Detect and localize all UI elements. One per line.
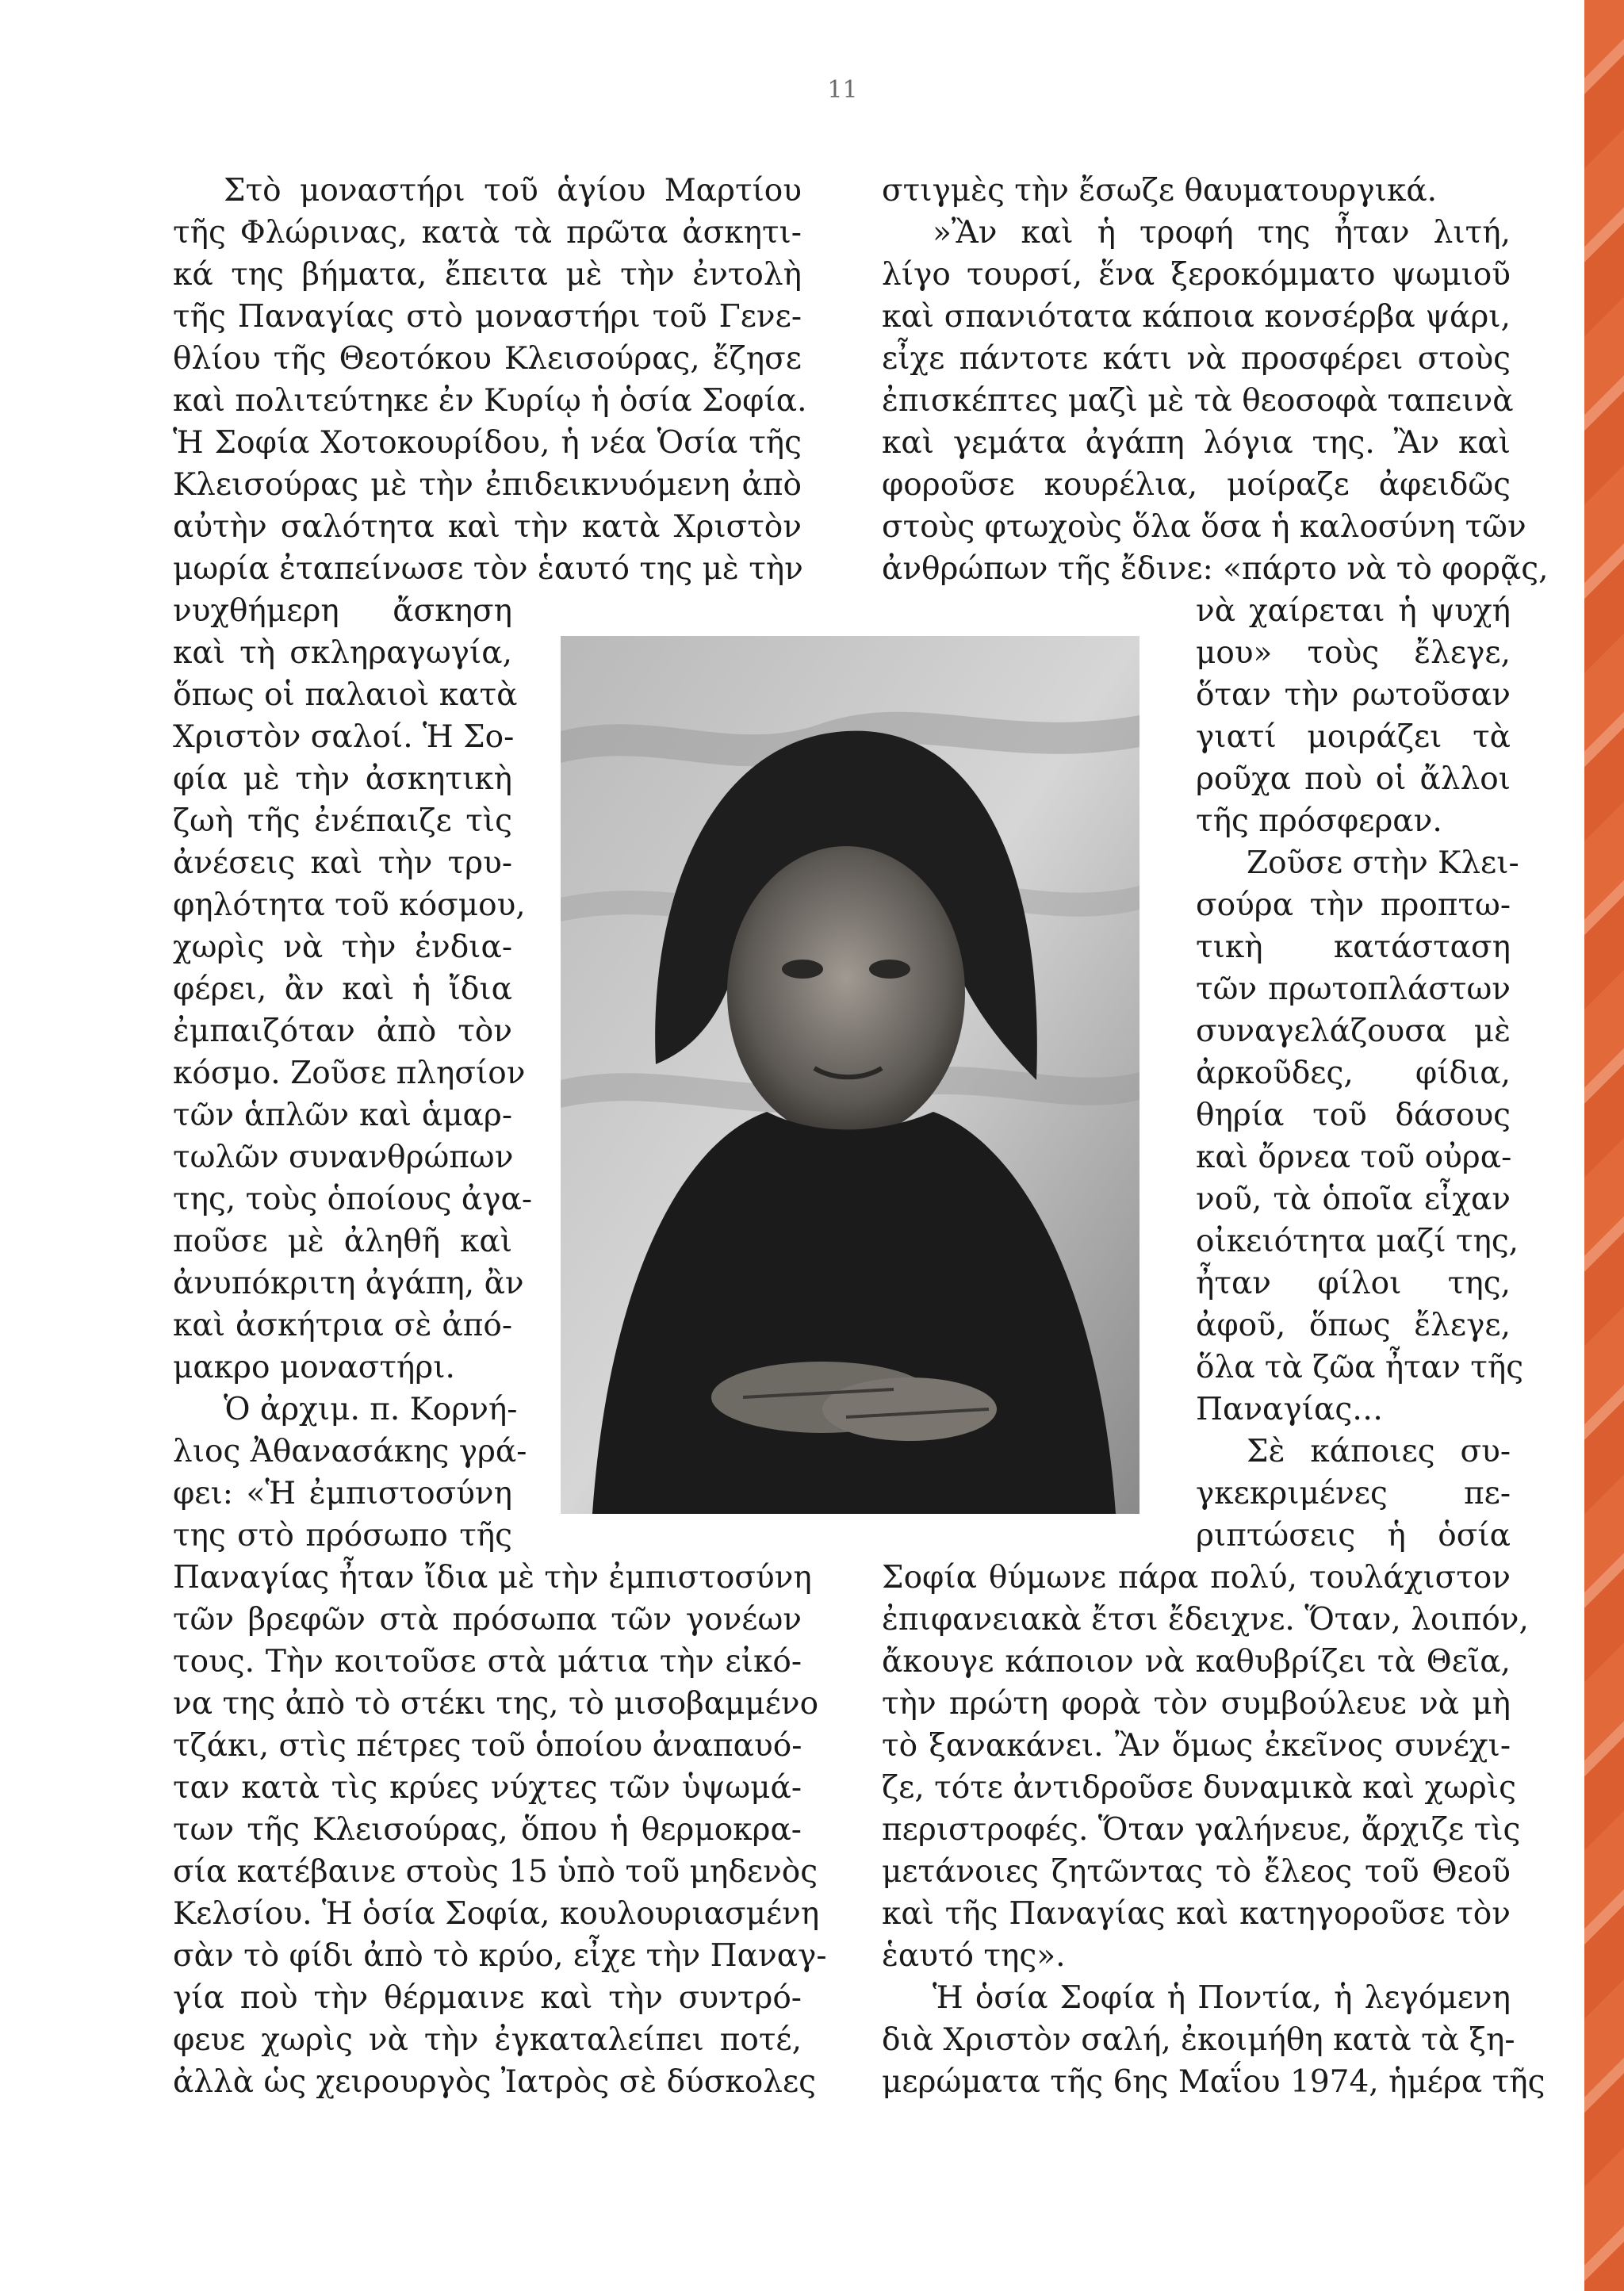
left-column-text-line: φηλότητα τοῦ κόσμου, bbox=[173, 887, 526, 923]
right-column-text-line: ἑαυτό της». bbox=[882, 1938, 1066, 1974]
right-column-text-line: ἀρκοῦδες, φίδια, bbox=[1196, 1055, 1511, 1091]
right-column-text-line: ὅταν τὴν ρωτοῦσαν bbox=[1196, 677, 1511, 713]
right-column-text-line: Παναγίας… bbox=[1196, 1392, 1384, 1427]
left-column-text-line: των τῆς Κλεισούρας, ὅπου ἡ θερμοκρα- bbox=[173, 1812, 802, 1848]
right-column-text-line: μετάνοιες ζητῶντας τὸ ἔλεος τοῦ Θεοῦ bbox=[882, 1854, 1511, 1890]
left-column-text-line: τῆς Φλώρινας, κατὰ τὰ πρῶτα ἀσκητι- bbox=[173, 215, 802, 251]
right-column-text-line: ἀνθρώπων τῆς ἔδινε: «πάρτο νὰ τὸ φορᾷς, bbox=[882, 551, 1549, 587]
right-column-text-line: καὶ τῆς Παναγίας καὶ κατηγοροῦσε τὸν bbox=[882, 1896, 1511, 1932]
right-column-text-line: ὅλα τὰ ζῶα ἦταν τῆς bbox=[1196, 1350, 1524, 1385]
right-column-text-line: ροῦχα ποὺ οἱ ἄλλοι bbox=[1196, 761, 1511, 797]
left-column-text-line: κόσμο. Ζοῦσε πλησίον bbox=[173, 1055, 526, 1091]
right-column-text-line: ἐπισκέπτες μαζὶ μὲ τὰ θεοσοφὰ ταπεινὰ bbox=[882, 383, 1514, 419]
left-column-text-line: φευε χωρὶς νὰ τὴν ἐγκαταλείπει ποτέ, bbox=[173, 2022, 802, 2058]
right-column-text-line: θηρία τοῦ δάσους bbox=[1196, 1098, 1511, 1133]
right-column-text-line: οἰκειότητα μαζί της, bbox=[1196, 1224, 1519, 1259]
left-column-text-line: φέρει, ἂν καὶ ἡ ἴδια bbox=[173, 971, 512, 1007]
right-column-text-line: συναγελάζουσα μὲ bbox=[1196, 1013, 1511, 1049]
left-column-text-line: Χριστὸν σαλοί. Ἡ Σο- bbox=[173, 719, 515, 755]
right-column-text-line: μου» τοὺς ἔλεγε, bbox=[1196, 635, 1511, 671]
decorative-side-stripe bbox=[1584, 0, 1624, 2291]
right-column-text-line: νὰ χαίρεται ἡ ψυχή bbox=[1196, 593, 1511, 629]
left-column-text-line: θλίου τῆς Θεοτόκου Κλεισούρας, ἔζησε bbox=[173, 341, 802, 377]
left-column-text-line: μακρο μοναστήρι. bbox=[173, 1350, 455, 1385]
right-column-text-line: καὶ ὄρνεα τοῦ οὐρα- bbox=[1196, 1140, 1512, 1175]
right-column-text-line: γιατί μοιράζει τὰ bbox=[1196, 719, 1511, 755]
right-column-text-line: περιστροφές. Ὅταν γαλήνευε, ἄρχιζε τὶς bbox=[882, 1812, 1521, 1848]
left-column-text-line: κά της βήματα, ἔπειτα μὲ τὴν ἐντολὴ bbox=[173, 257, 802, 293]
left-column-text-line: της, τοὺς ὁποίους ἀγα- bbox=[173, 1182, 533, 1217]
right-column-text-line: τῶν πρωτοπλάστων bbox=[1196, 971, 1511, 1007]
right-column-text-line: στοὺς φτωχοὺς ὅλα ὅσα ἡ καλοσύνη τῶν bbox=[882, 509, 1526, 545]
left-column-text-line: νυχθήμερη ἄσκηση bbox=[173, 593, 512, 629]
left-column-text-line: τῶν ἁπλῶν καὶ ἁμαρ- bbox=[173, 1098, 512, 1133]
right-column-text-line: ριπτώσεις ἡ ὁσία bbox=[1196, 1518, 1511, 1554]
left-column-text-line: καὶ τὴ σκληραγωγία, bbox=[173, 635, 512, 671]
right-column-text-line: εἶχε πάντοτε κάτι νὰ προσφέρει στοὺς bbox=[882, 341, 1511, 377]
left-column-text-line: ἀλλὰ ὡς χειρουργὸς Ἰατρὸς σὲ δύσκολες bbox=[173, 2064, 817, 2100]
right-column-text-line: καὶ σπανιότατα κάποια κονσέρβα ψάρι, bbox=[882, 299, 1511, 335]
portrait-photo bbox=[561, 636, 1139, 1514]
right-column-text-line: καὶ γεμάτα ἀγάπη λόγια της. Ἂν καὶ bbox=[882, 425, 1511, 461]
left-column-text-line: φία μὲ τὴν ἀσκητικὴ bbox=[173, 761, 512, 797]
right-column-text-line: Ζοῦσε στὴν Κλει- bbox=[1247, 845, 1519, 881]
left-column-text-line: μωρία ἐταπείνωσε τὸν ἑαυτό της μὲ τὴν bbox=[173, 551, 803, 587]
right-column-text-line: ἐπιφανειακὰ ἔτσι ἔδειχνε. Ὅταν, λοιπόν, bbox=[882, 1602, 1529, 1638]
right-column-text-line: γκεκριμένες πε- bbox=[1196, 1476, 1511, 1511]
left-column-text-line: ἐμπαιζόταν ἀπὸ τὸν bbox=[173, 1013, 512, 1049]
left-column-text-line: λιος Ἀθανασάκης γρά- bbox=[173, 1434, 527, 1469]
right-column-text-line: σούρα τὴν προπτω- bbox=[1196, 887, 1511, 923]
right-column-text-line: »Ἂν καὶ ἡ τροφή της ἦταν λιτή, bbox=[933, 215, 1511, 251]
left-column-text-line: να της ἀπὸ τὸ στέκι της, τὸ μισοβαμμένο bbox=[173, 1686, 819, 1722]
right-column-text-line: φοροῦσε κουρέλια, μοίραζε ἀφειδῶς bbox=[882, 467, 1511, 503]
left-column-text-line: ποῦσε μὲ ἀληθῆ καὶ bbox=[173, 1224, 512, 1259]
left-column-text-line: Ἡ Σοφία Χοτοκουρίδου, ἡ νέα Ὁσία τῆς bbox=[173, 425, 802, 461]
left-column-text-line: ταν κατὰ τὶς κρύες νύχτες τῶν ὑψωμά- bbox=[173, 1770, 802, 1806]
right-column-text-line: νοῦ, τὰ ὁποῖα εἶχαν bbox=[1196, 1182, 1511, 1217]
right-column-text-line: τὴν πρώτη φορὰ τὸν συμβούλευε νὰ μὴ bbox=[882, 1686, 1511, 1722]
left-column-text-line: καὶ ἀσκήτρια σὲ ἀπό- bbox=[173, 1308, 512, 1343]
left-column-text-line: φει: «Ἡ ἐμπιστοσύνη bbox=[173, 1476, 512, 1511]
right-column-text-line: τῆς πρόσφεραν. bbox=[1196, 803, 1442, 839]
left-column-text-line: γία ποὺ τὴν θέρμαινε καὶ τὴν συντρό- bbox=[173, 1980, 802, 2016]
right-column-text-line: τικὴ κατάσταση bbox=[1196, 929, 1511, 965]
left-column-text-line: τῶν βρεφῶν στὰ πρόσωπα τῶν γονέων bbox=[173, 1602, 802, 1638]
left-column-text-line: τῆς Παναγίας στὸ μοναστήρι τοῦ Γενε- bbox=[173, 299, 802, 335]
left-column-text-line: Παναγίας ἦταν ἴδια μὲ τὴν ἐμπιστοσύνη bbox=[173, 1560, 812, 1596]
left-column-text-line: ζωὴ τῆς ἐνέπαιζε τὶς bbox=[173, 803, 512, 839]
left-column-text-line: τζάκι, στὶς πέτρες τοῦ ὁποίου ἀναπαυό- bbox=[173, 1728, 802, 1764]
left-column-text-line: σὰν τὸ φίδι ἀπὸ τὸ κρύο, εἶχε τὴν Παναγ- bbox=[173, 1938, 827, 1974]
left-column-text-line: της στὸ πρόσωπο τῆς bbox=[173, 1518, 512, 1554]
left-column-text-line: χωρὶς νὰ τὴν ἐνδια- bbox=[173, 929, 512, 965]
right-column-text-line: στιγμὲς τὴν ἔσωζε θαυματουργικά. bbox=[882, 173, 1438, 209]
left-column-text-line: καὶ πολιτεύτηκε ἐν Κυρίῳ ἡ ὁσία Σοφία. bbox=[173, 383, 807, 419]
right-column-text-line: διὰ Χριστὸν σαλή, ἐκοιμήθη κατὰ τὰ ξη- bbox=[882, 2022, 1515, 2058]
page-number: 11 bbox=[827, 76, 858, 104]
left-column-text-line: Κλεισούρας μὲ τὴν ἐπιδεικνυόμενη ἀπὸ bbox=[173, 467, 802, 503]
right-column-text-line: τὸ ξανακάνει. Ἂν ὅμως ἐκεῖνος συνέχι- bbox=[882, 1728, 1511, 1764]
left-column-text-line: τωλῶν συνανθρώπων bbox=[173, 1140, 514, 1175]
left-column-text-line: Κελσίου. Ἡ ὁσία Σοφία, κουλουριασμένη bbox=[173, 1896, 820, 1932]
left-column-text-line: Στὸ μοναστήρι τοῦ ἁγίου Μαρτίου bbox=[224, 173, 802, 209]
right-column-text-line: μερώματα τῆς 6ης Μαΐου 1974, ἡμέρα τῆς bbox=[882, 2064, 1545, 2100]
left-column-text-line: ὅπως οἱ παλαιοὶ κατὰ bbox=[173, 677, 518, 713]
right-column-text-line: ἦταν φίλοι της, bbox=[1196, 1266, 1511, 1301]
left-column-text-line: ἀνυπόκριτη ἀγάπη, ἂν bbox=[173, 1266, 524, 1301]
right-column-text-line: Σοφία θύμωνε πάρα πολύ, τουλάχιστον bbox=[882, 1560, 1511, 1596]
left-column-text-line: Ὁ ἀρχιμ. π. Κορνή- bbox=[224, 1392, 518, 1427]
right-column-text-line: ζε, τότε ἀντιδροῦσε δυναμικὰ καὶ χωρὶς bbox=[882, 1770, 1516, 1806]
left-column-text-line: αὐτὴν σαλότητα καὶ τὴν κατὰ Χριστὸν bbox=[173, 509, 802, 545]
left-column-text-line: ἀνέσεις καὶ τὴν τρυ- bbox=[173, 845, 512, 881]
right-column-text-line: Ἡ ὁσία Σοφία ἡ Ποντία, ἡ λεγόμενη bbox=[933, 1980, 1511, 2016]
left-column-text-line: τους. Τὴν κοιτοῦσε στὰ μάτια τὴν εἰκό- bbox=[173, 1644, 802, 1680]
right-column-text-line: ἄκουγε κάποιον νὰ καθυβρίζει τὰ Θεῖα, bbox=[882, 1644, 1511, 1680]
right-column-text-line: λίγο τουρσί, ἕνα ξεροκόμματο ψωμιοῦ bbox=[882, 257, 1511, 293]
right-column-text-line: Σὲ κάποιες συ- bbox=[1247, 1434, 1511, 1469]
left-column-text-line: σία κατέβαινε στοὺς 15 ὑπὸ τοῦ μηδενὸς bbox=[173, 1854, 818, 1890]
right-column-text-line: ἀφοῦ, ὅπως ἔλεγε, bbox=[1196, 1308, 1511, 1343]
